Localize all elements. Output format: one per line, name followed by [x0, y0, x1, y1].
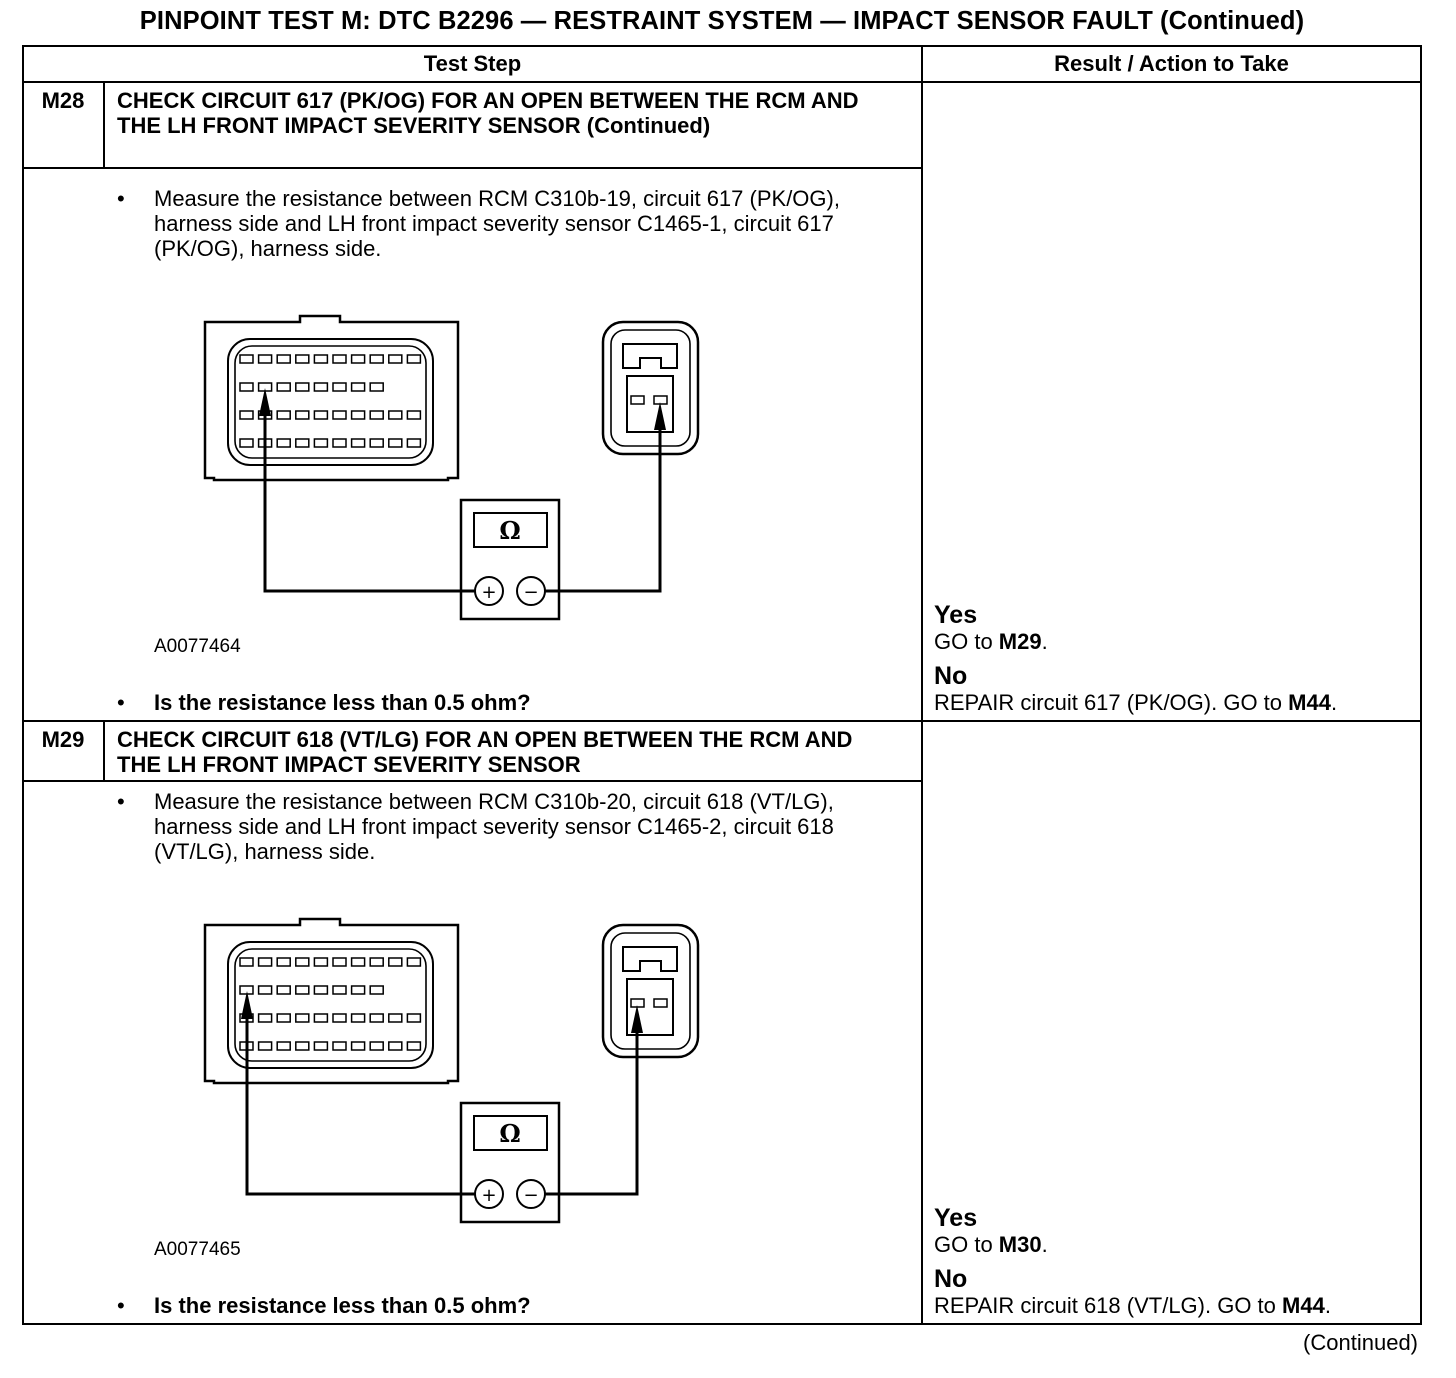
svg-text:+: + — [481, 582, 497, 603]
step-title: CHECK CIRCUIT 617 (PK/OG) FOR AN OPEN BETWEEN THE RCM AND THE LH FRONT IMPACT SEVERITY SENSOR (Continued) — [117, 88, 859, 138]
rcm-pin-cavity — [333, 958, 346, 966]
rcm-pin-cavity — [259, 1014, 272, 1022]
column-header-result: Result / Action to Take — [1054, 51, 1289, 76]
page-title: PINPOINT TEST M: DTC B2296 — RESTRAINT SYSTEM — IMPACT SENSOR FAULT (Continued) — [139, 7, 1305, 35]
rcm-pin-cavity — [240, 986, 253, 994]
rcm-pin-cavity — [389, 1042, 402, 1050]
rcm-pin-cavity — [240, 355, 253, 363]
rcm-pin-cavities — [240, 958, 420, 1050]
rcm-pin-cavity — [314, 958, 327, 966]
rcm-pin-cavity — [259, 958, 272, 966]
rcm-pin-cavity — [314, 383, 327, 391]
rcm-pin-cavity — [370, 411, 383, 419]
rcm-pin-cavity — [296, 986, 309, 994]
figure-id: A0077465 — [154, 1239, 241, 1260]
rcm-pin-cavity — [352, 1042, 365, 1050]
rcm-pin-cavity — [277, 1014, 290, 1022]
sensor-connector-housing — [603, 925, 698, 1057]
sensor-pin-2 — [654, 999, 667, 1007]
rcm-pin-cavity — [370, 958, 383, 966]
probe-arrow-sensor — [654, 402, 666, 430]
resistance-measurement-diagram — [190, 915, 720, 1235]
probe-arrow-sensor — [631, 1005, 643, 1033]
svg-text:+: + — [481, 1185, 497, 1206]
rcm-pin-cavity — [389, 1014, 402, 1022]
rcm-pin-cavity — [352, 1014, 365, 1022]
rcm-pin-cavity — [407, 439, 420, 447]
sensor-pin-1 — [631, 999, 644, 1007]
rcm-pin-cavity — [296, 355, 309, 363]
step-id: M29 — [41, 727, 85, 752]
bullet: • — [117, 1293, 125, 1318]
step-question: Is the resistance less than 0.5 ohm? — [154, 1293, 531, 1318]
rcm-pin-cavity — [407, 1014, 420, 1022]
rcm-pin-cavity — [352, 958, 365, 966]
column-header-test-step: Test Step — [423, 51, 522, 76]
rcm-pin-cavity — [333, 383, 346, 391]
rcm-pin-cavity — [352, 439, 365, 447]
sensor-latch — [623, 344, 677, 368]
rcm-pin-cavity — [370, 383, 383, 391]
rcm-pin-cavity — [407, 355, 420, 363]
test-lead-positive — [265, 398, 475, 591]
step-question: Is the resistance less than 0.5 ohm? — [154, 690, 531, 715]
rcm-pin-cavity — [277, 383, 290, 391]
yes-label: Yes — [934, 1204, 978, 1232]
rcm-pin-cavity — [370, 986, 383, 994]
bullet: • — [117, 789, 125, 814]
rcm-pin-cavity — [370, 1014, 383, 1022]
rcm-pin-cavity — [240, 958, 253, 966]
rcm-pin-cavity — [333, 355, 346, 363]
rcm-pin-cavity — [314, 411, 327, 419]
yes-target: M30 — [998, 1232, 1042, 1257]
no-target: M44 — [1282, 1293, 1325, 1318]
rcm-pin-cavity — [240, 439, 253, 447]
no-action: REPAIR circuit 618 (VT/LG). GO to M44. — [934, 1293, 1331, 1318]
rcm-pin-cavity — [389, 958, 402, 966]
yes-label: Yes — [934, 601, 978, 629]
rcm-pin-cavity — [296, 383, 309, 391]
rcm-pin-cavity — [259, 986, 272, 994]
step-title: CHECK CIRCUIT 618 (VT/LG) FOR AN OPEN BETWEEN THE RCM AND THE LH FRONT IMPACT SEVERITY SENSOR — [117, 727, 853, 777]
yes-action: GO to M30. — [934, 1232, 1048, 1257]
rcm-pin-cavity — [259, 1042, 272, 1050]
ohm-symbol: Ω — [499, 1119, 521, 1148]
test-lead-positive — [247, 1001, 475, 1194]
rcm-pin-cavity — [314, 355, 327, 363]
sensor-connector-housing — [603, 322, 698, 454]
no-action: REPAIR circuit 617 (PK/OG). GO to M44. — [934, 690, 1338, 715]
step-id: M28 — [41, 88, 85, 113]
rcm-pin-cavity — [333, 986, 346, 994]
rcm-pin-cavity — [333, 439, 346, 447]
bullet: • — [117, 690, 125, 715]
rcm-pin-cavity — [314, 1014, 327, 1022]
rcm-pin-cavity — [333, 1042, 346, 1050]
rcm-pin-cavity — [259, 355, 272, 363]
rcm-pin-cavity — [277, 355, 290, 363]
no-label: No — [934, 1265, 968, 1293]
rcm-pin-cavity — [314, 986, 327, 994]
yes-target: M29 — [998, 629, 1042, 654]
continued-note: (Continued) — [1303, 1330, 1418, 1355]
yes-action: GO to M29. — [934, 629, 1048, 654]
rcm-pin-cavity — [277, 986, 290, 994]
figure-id: A0077464 — [154, 636, 241, 657]
rcm-pin-cavity — [240, 383, 253, 391]
rcm-pin-cavity — [370, 439, 383, 447]
rcm-pin-cavity — [389, 439, 402, 447]
probe-arrow-rcm — [241, 991, 253, 1019]
rcm-pin-cavity — [314, 1042, 327, 1050]
resistance-measurement-diagram — [190, 312, 720, 632]
rcm-pin-cavity — [240, 411, 253, 419]
rcm-pin-cavity — [370, 1042, 383, 1050]
no-target: M44 — [1288, 690, 1331, 715]
rcm-pin-cavity — [277, 958, 290, 966]
step-instruction: Measure the resistance between RCM C310b-20, circuit 618 (VT/LG), harness side and LH front impact severity sensor C1465-2, circuit 618 (VT/LG), harness side. — [154, 789, 834, 864]
rcm-pin-cavity — [352, 411, 365, 419]
bullet: • — [117, 186, 125, 211]
rcm-pin-cavity — [296, 958, 309, 966]
ohm-symbol: Ω — [499, 516, 521, 545]
rcm-pin-cavity — [370, 355, 383, 363]
rcm-pin-cavity — [277, 439, 290, 447]
rcm-pin-cavity — [407, 411, 420, 419]
rcm-pin-cavity — [277, 411, 290, 419]
rcm-pin-cavity — [296, 439, 309, 447]
rcm-pin-cavity — [296, 411, 309, 419]
sensor-pin-2 — [654, 396, 667, 404]
rcm-pin-cavity — [407, 958, 420, 966]
rcm-pin-cavity — [352, 986, 365, 994]
svg-text:−: − — [523, 582, 539, 603]
step-instruction: Measure the resistance between RCM C310b-19, circuit 617 (PK/OG), harness side and LH front impact severity sensor C1465-1, circuit 617 (PK/OG), harness side. — [154, 186, 840, 261]
rcm-pin-cavity — [296, 1042, 309, 1050]
rcm-pin-cavity — [296, 1014, 309, 1022]
rcm-pin-cavity — [389, 411, 402, 419]
rcm-pin-cavity — [333, 1014, 346, 1022]
no-label: No — [934, 662, 968, 690]
rcm-pin-cavity — [352, 383, 365, 391]
rcm-pin-cavity — [333, 411, 346, 419]
svg-text:−: − — [523, 1185, 539, 1206]
sensor-latch — [623, 947, 677, 971]
rcm-pin-cavity — [314, 439, 327, 447]
rcm-pin-cavity — [389, 355, 402, 363]
sensor-pin-1 — [631, 396, 644, 404]
probe-arrow-rcm — [259, 388, 271, 416]
rcm-pin-cavity — [407, 1042, 420, 1050]
rcm-pin-cavity — [277, 1042, 290, 1050]
rcm-pin-cavity — [352, 355, 365, 363]
